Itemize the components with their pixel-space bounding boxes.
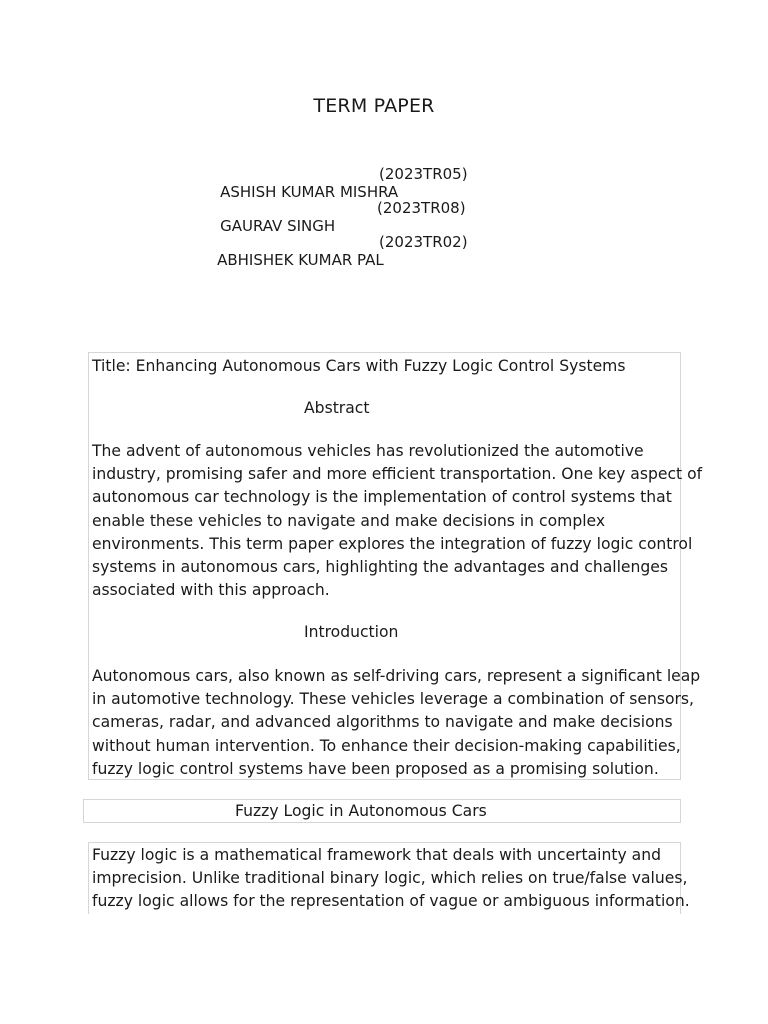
- author-name: ASHISH KUMAR MISHRA: [220, 183, 399, 201]
- section-heading-box: [83, 799, 681, 823]
- text-line: without human intervention. To enhance their decision-making capabilities,: [92, 736, 681, 755]
- text-line: cameras, radar, and advanced algorithms to navigate and make decisions: [92, 713, 673, 732]
- text-line: fuzzy logic allows for the representation of vague or ambiguous information.: [92, 892, 690, 911]
- text-line: fuzzy logic control systems have been proposed as a promising solution.: [92, 759, 659, 778]
- text-line: The advent of autonomous vehicles has revolutionized the automotive: [92, 442, 644, 460]
- abstract-heading: Abstract: [304, 399, 370, 417]
- fuzzy-logic-paragraph: [92, 844, 690, 914]
- text-line: autonomous car technology is the implementation of control systems that: [92, 488, 672, 507]
- author-id: (2023TR02): [379, 233, 468, 251]
- page-title: TERM PAPER: [313, 95, 435, 117]
- author-name: GAURAV SINGH: [220, 217, 336, 235]
- text-line: in automotive technology. These vehicles leverage a combination of sensors,: [92, 690, 695, 709]
- text-line: Fuzzy logic is a mathematical framework that deals with uncertainty and: [92, 846, 661, 864]
- fuzzy-logic-text-box: [88, 842, 690, 914]
- text-line: associated with this approach.: [92, 581, 330, 600]
- text-line: enable these vehicles to navigate and make decisions in complex: [92, 511, 606, 530]
- text-line: Autonomous cars, also known as self-driving cars, represent a significant leap: [92, 667, 701, 685]
- author-id: (2023TR05): [379, 165, 468, 183]
- introduction-heading: Introduction: [304, 623, 399, 641]
- text-line: systems in autonomous cars, highlighting the advantages and challenges: [92, 558, 669, 577]
- main-text-box: [88, 352, 703, 780]
- author-name: ABHISHEK KUMAR PAL: [217, 251, 384, 269]
- text-line: imprecision. Unlike traditional binary logic, which relies on true/false values,: [92, 869, 688, 888]
- text-line: environments. This term paper explores the integration of fuzzy logic control: [92, 534, 693, 553]
- section-heading: Fuzzy Logic in Autonomous Cars: [235, 802, 487, 820]
- text-line: industry, promising safer and more efficient transportation. One key aspect of: [92, 465, 703, 484]
- paper-title: Title: Enhancing Autonomous Cars with Fuzzy Logic Control Systems: [92, 357, 626, 375]
- author-id: (2023TR08): [377, 199, 466, 217]
- author-line: [198, 233, 468, 305]
- introduction-paragraph: [92, 665, 700, 781]
- abstract-paragraph: [92, 440, 702, 602]
